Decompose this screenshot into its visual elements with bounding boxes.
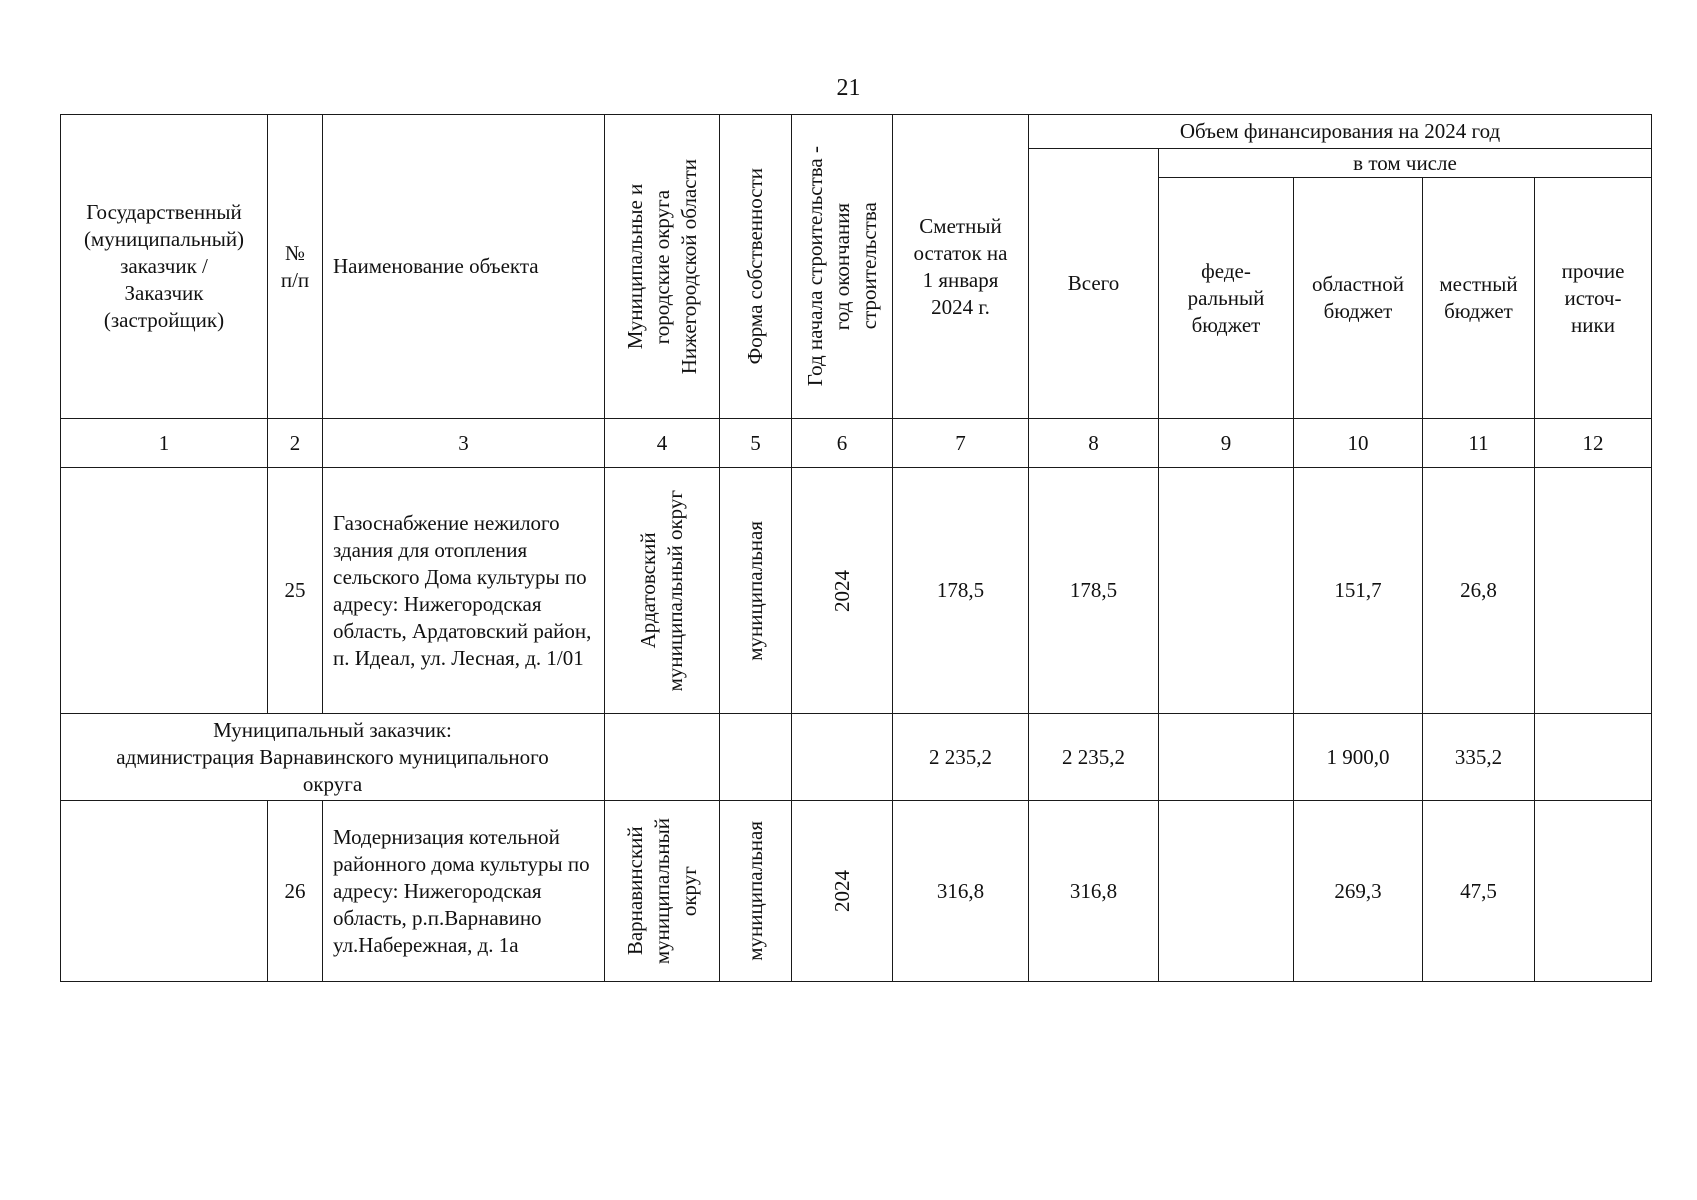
column-number: 4 xyxy=(605,419,720,468)
column-number: 3 xyxy=(323,419,605,468)
federal-budget xyxy=(1159,801,1294,982)
header-district: Муниципальные и городские округа Нижегородской области xyxy=(605,115,720,419)
district xyxy=(605,714,720,801)
construction-years: 2024 xyxy=(792,801,893,982)
column-number: 8 xyxy=(1029,419,1159,468)
column-number: 11 xyxy=(1423,419,1535,468)
regional-budget: 269,3 xyxy=(1294,801,1423,982)
local-budget: 335,2 xyxy=(1423,714,1535,801)
other-sources xyxy=(1535,714,1652,801)
header-regional-budget: областной бюджет xyxy=(1294,178,1423,419)
table-row xyxy=(61,468,1652,714)
row-number: 25 xyxy=(268,468,323,714)
header-other-sources: прочие источ- ники xyxy=(1535,178,1652,419)
header-ownership: Форма собственности xyxy=(720,115,792,419)
district: Ардатовский муниципальный округ xyxy=(605,468,720,714)
construction-years: 2024 xyxy=(792,468,893,714)
column-number: 2 xyxy=(268,419,323,468)
column-number: 7 xyxy=(893,419,1029,468)
federal-budget xyxy=(1159,468,1294,714)
ownership xyxy=(720,714,792,801)
construction-years xyxy=(792,714,893,801)
column-number: 6 xyxy=(792,419,893,468)
header-local-budget: местный бюджет xyxy=(1423,178,1535,419)
other-sources xyxy=(1535,801,1652,982)
other-sources xyxy=(1535,468,1652,714)
object-name: Модернизация котельной районного дома культуры по адресу: Нижегородская область, р.п.Варнавино ул.Набережная, д. 1а xyxy=(323,801,605,982)
ownership: муниципальная xyxy=(720,801,792,982)
header-customer: Государственный (муниципальный) заказчик / Заказчик (застройщик) xyxy=(61,115,268,419)
investment-table xyxy=(60,114,1652,982)
district: Варнавинский муниципальный округ xyxy=(605,801,720,982)
customer-cell xyxy=(61,801,268,982)
local-budget: 47,5 xyxy=(1423,801,1535,982)
header-including: в том числе xyxy=(1159,149,1652,178)
customer-row xyxy=(61,714,1652,801)
estimated-balance: 178,5 xyxy=(893,468,1029,714)
header-estimated-balance: Сметный остаток на 1 января 2024 г. xyxy=(893,115,1029,419)
table-row xyxy=(61,801,1652,982)
header-object-name: Наименование объекта xyxy=(323,115,605,419)
header-funding-2024: Объем финансирования на 2024 год xyxy=(1029,115,1652,149)
funding-total: 178,5 xyxy=(1029,468,1159,714)
page-number: 21 xyxy=(836,75,861,101)
ownership: муниципальная xyxy=(720,468,792,714)
estimated-balance: 316,8 xyxy=(893,801,1029,982)
column-number-row xyxy=(61,419,1652,468)
customer-cell xyxy=(61,468,268,714)
column-number: 5 xyxy=(720,419,792,468)
header-federal-budget: феде- ральный бюджет xyxy=(1159,178,1294,419)
header-number: № п/п xyxy=(268,115,323,419)
object-name: Газоснабжение нежилого здания для отопления сельского Дома культуры по адресу: Нижегородская область, Ардатовский район, п. Идеал, ул. Лесная, д. 1/01 xyxy=(323,468,605,714)
column-number: 10 xyxy=(1294,419,1423,468)
column-number: 1 xyxy=(61,419,268,468)
header-total: Всего xyxy=(1029,149,1159,419)
federal-budget xyxy=(1159,714,1294,801)
municipal-customer: Муниципальный заказчик: администрация Варнавинского муниципального округа xyxy=(61,714,605,801)
local-budget: 26,8 xyxy=(1423,468,1535,714)
funding-total: 316,8 xyxy=(1029,801,1159,982)
header-years: Год начала строительства - год окончания строительства xyxy=(792,115,893,419)
estimated-balance: 2 235,2 xyxy=(893,714,1029,801)
regional-budget: 1 900,0 xyxy=(1294,714,1423,801)
funding-total: 2 235,2 xyxy=(1029,714,1159,801)
column-number: 9 xyxy=(1159,419,1294,468)
row-number: 26 xyxy=(268,801,323,982)
column-number: 12 xyxy=(1535,419,1652,468)
regional-budget: 151,7 xyxy=(1294,468,1423,714)
